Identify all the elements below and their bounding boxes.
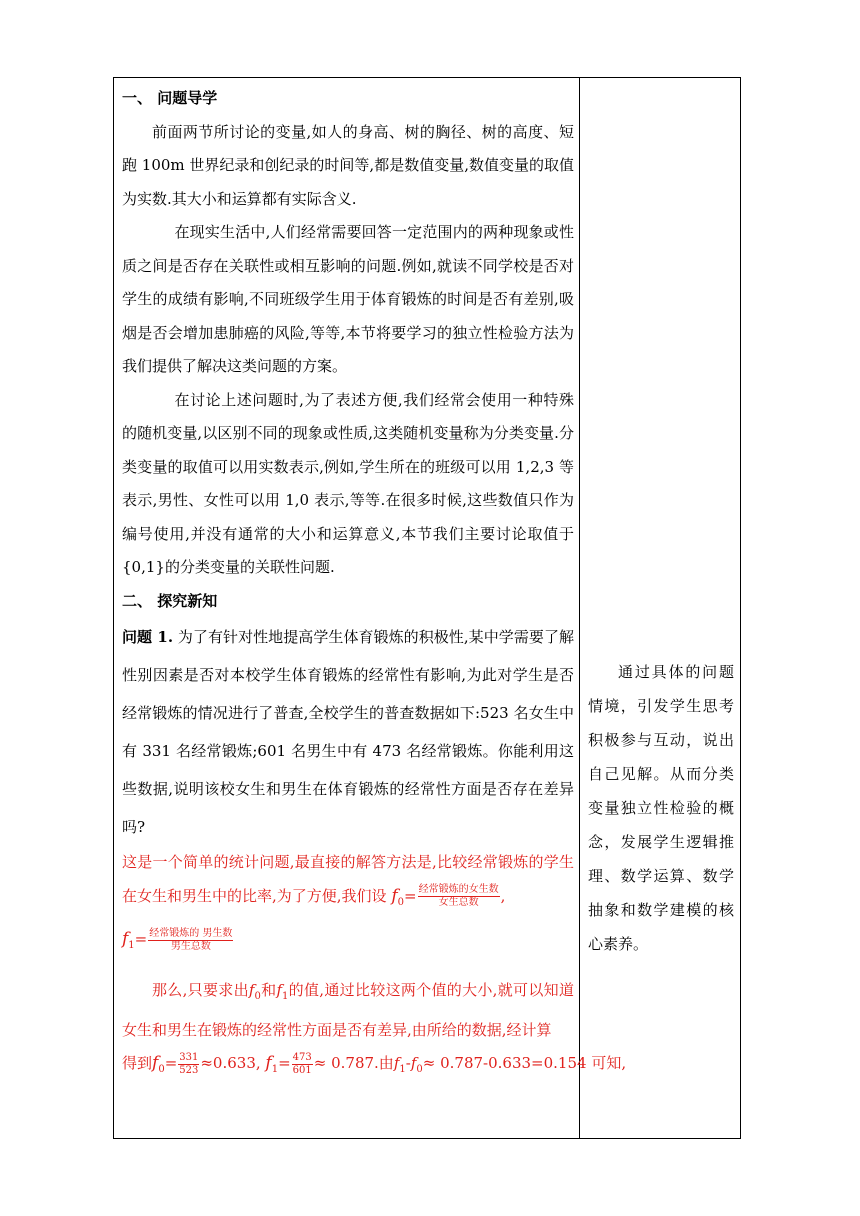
calc-line: 得到$f_0=$ $\frac{331}{523}$ ≈0.633, $f_1=$ $\frac{473}{601}$ ≈ 0.787.由$f_1-f_0\approx 0.787-0.633=0.154$ 可知,	[122, 1051, 627, 1076]
lesson-table	[113, 77, 741, 1139]
f0-definition: $f_0=$ $\frac{\text{经常锻炼的女生数}}{\text{女生总数}}$ ,	[391, 884, 506, 908]
problem-1-text: 为了有针对性地提高学生体育锻炼的积极性,某中学需要了解性别因素是否对本校学生体育锻炼的经常性有影响,为此对学生是否经常锻炼的情况进行了普查,全校学生的普查数据如下:523 名女生中有 331 名经常锻炼;601 名男生中有 473 名经常锻炼。你能利用这些数据,说明该校女生和男生在体育锻炼的经常性方面是否存在差异吗?	[122, 628, 574, 836]
answer-paragraph-2: 那么,只要求出$f_0$和$f_1$的值,通过比较这两个值的大小,就可以知道女生和男生在锻炼的经常性方面是否有差异,由所给的数据,经计算	[122, 981, 574, 1039]
side-note-text: 通过具体的问题情境，引发学生思考积极参与互动，说出自己见解。从而分类变量独立性检验的概念，发展学生逻辑推理、数学运算、数学抽象和数学建模的核心素养。	[588, 663, 734, 953]
column-divider	[579, 78, 580, 1138]
calc-f1-fraction: $\frac{473}{601}$	[292, 1051, 312, 1076]
answer-text-1: 这是一个简单的统计问题,最直接的解答方法是,比较经常锻炼的学生在女生和男生中的比率,为了方便,我们设	[122, 853, 574, 905]
problem-1-label: 问题 1.	[122, 628, 174, 646]
answer-paragraph-1	[122, 846, 574, 919]
side-note-cell	[588, 655, 734, 961]
section1-heading: 一、 问题导学	[122, 89, 218, 107]
f0-fraction: $\frac{\text{经常锻炼的女生数}}{\text{女生总数}}$	[418, 884, 499, 908]
problem-1	[122, 618, 574, 846]
f1-definition: $f_1=$ $\frac{\text{经常锻炼的 男生数}}{\text{男生总数}}$	[122, 927, 233, 952]
section2-heading: 二、 探究新知	[122, 591, 218, 610]
section1-paragraph-2: 在现实生活中,人们经常需要回答一定范围内的两种现象或性质之间是否存在关联性或相互影响的问题.例如,就读不同学校是否对学生的成绩有影响,不同班级学生用于体育锻炼的时间是否有差别,吸烟是否会增加患肺癌的风险,等等,本节将要学习的独立性检验方法为我们提供了解决这类问题的方案。	[122, 223, 574, 375]
main-content-cell	[122, 82, 627, 1087]
section1-paragraph-3: 在讨论上述问题时,为了表述方便,我们经常会使用一种特殊的随机变量,以区别不同的现象或性质,这类随机变量称为分类变量.分类变量的取值可以用实数表示,例如,学生所在的班级可以用 1,2,3 等表示,男性、女性可以用 1,0 表示,等等.在很多时候,这些数值只作为编号使用,并没有通常的大小和运算意义,本节我们主要讨论取值于{0,1}的分类变量的关联性问题.	[122, 390, 574, 576]
section1-paragraph-1: 前面两节所讨论的变量,如人的身高、树的胸径、树的高度、短跑 100m 世界纪录和创纪录的时间等,都是数值变量,数值变量的取值为实数.其大小和运算都有实际含义.	[122, 122, 574, 208]
f1-fraction: $\frac{\text{经常锻炼的 男生数}}{\text{男生总数}}$	[149, 927, 233, 952]
calc-f0-fraction: $\frac{331}{523}$	[179, 1051, 199, 1076]
